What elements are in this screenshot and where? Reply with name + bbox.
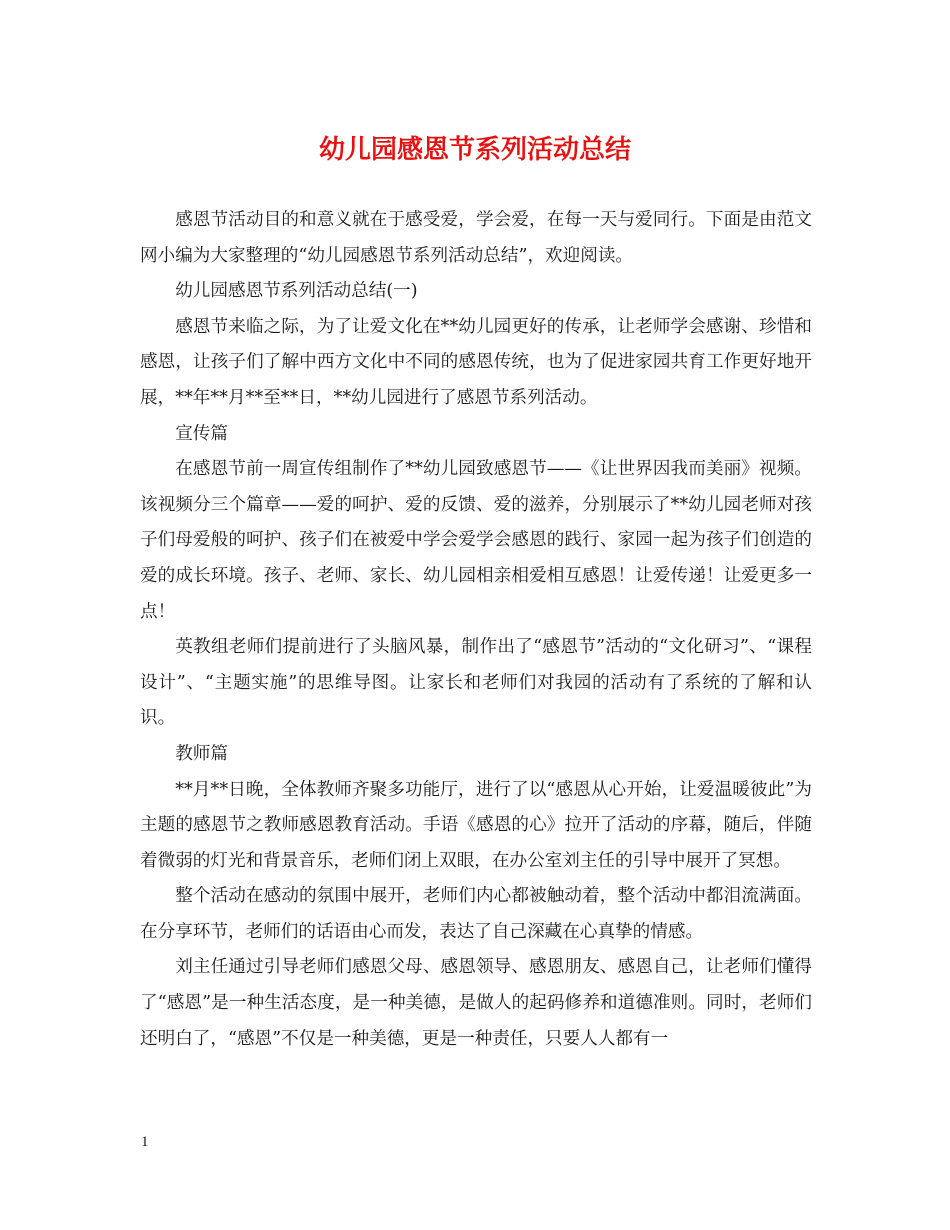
section-heading: 幼儿园感恩节系列活动总结(一) xyxy=(175,281,418,302)
paragraph: 刘主任通过引导老师们感恩父母、感恩领导、感恩朋友、感恩自己，让老师们懂得了“感恩”是一种生活态度，是一种美德，是做人的起码修养和道德准则。同时，老师们还明白了，“感恩”不仅是一种美德，更是一种责任，只要人人都有一 xyxy=(140,957,812,1049)
paragraph: 英教组老师们提前进行了头脑风暴，制作出了“感恩节”活动的“文化研习”、“课程设计”、“主题实施”的思维导图。让家长和老师们对我园的活动有了系统的了解和认识。 xyxy=(140,637,812,729)
section-heading: 教师篇 xyxy=(175,743,228,764)
document-title: 幼儿园感恩节系列活动总结 xyxy=(318,135,631,165)
document-body xyxy=(140,203,812,1057)
paragraph: 在感恩节前一周宣传组制作了**幼儿园致感恩节——《让世界因我而美丽》视频。该视频分三个篇章——爱的呵护、爱的反馈、爱的滋养，分别展示了**幼儿园老师对孩子们母爱般的呵护、孩子们在被爱中学会爱学会感恩的践行、家园一起为孩子们创造的爱的成长环境。孩子、老师、家长、幼儿园相亲相爱相互感恩！让爱传递！让爱更多一点！ xyxy=(140,459,812,622)
page-number: 1 xyxy=(141,1134,149,1150)
paragraph: 感恩节活动目的和意义就在于感受爱，学会爱，在每一天与爱同行。下面是由范文网小编为大家整理的“幼儿园感恩节系列活动总结”，欢迎阅读。 xyxy=(140,210,812,266)
section-heading: 宣传篇 xyxy=(175,423,228,444)
paragraph: 感恩节来临之际，为了让爱文化在**幼儿园更好的传承，让老师学会感谢、珍惜和感恩，让孩子们了解中西方文化中不同的感恩传统，也为了促进家园共育工作更好地开展，**年**月**至**日，**幼儿园进行了感恩节系列活动。 xyxy=(140,316,812,408)
paragraph: 整个活动在感动的氛围中展开，老师们内心都被触动着，整个活动中都泪流满面。在分享环节，老师们的话语由心而发，表达了自己深藏在心真挚的情感。 xyxy=(140,886,812,942)
paragraph: **月**日晚，全体教师齐聚多功能厅，进行了以“感恩从心开始，让爱温暖彼此”为主题的感恩节之教师感恩教育活动。手语《感恩的心》拉开了活动的序幕，随后，伴随着微弱的灯光和背景音乐，老师们闭上双眼，在办公室刘主任的引导中展开了冥想。 xyxy=(140,779,812,871)
